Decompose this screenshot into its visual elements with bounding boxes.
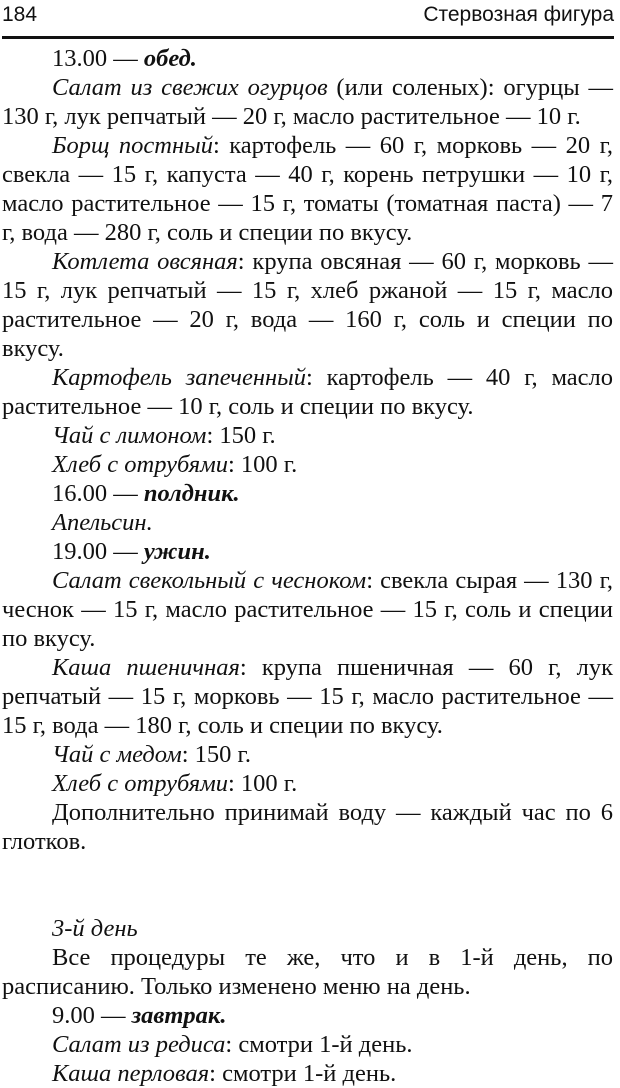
recipe-name: Борщ постный bbox=[52, 132, 213, 159]
recipe-ingredients: : свекла сырая — 130 г, чеснок — 15 г, масло растительное — 15 г, соль и специи по вкусу. bbox=[2, 567, 614, 652]
recipe-ingredients: : крупа овсяная — 60 г, морковь — 15 г, лук репчатый — 15 г, хлеб ржаной — 15 г, масло растительное — 20 г, вода — 160 г, соль и специи по вкусу. bbox=[2, 248, 613, 362]
recipe-name: Котлета овсяная bbox=[52, 248, 238, 275]
recipe-name: Хлеб с отрубями bbox=[52, 770, 228, 797]
meal-time-value: 19.00 bbox=[52, 538, 108, 565]
meal-time-lunch bbox=[2, 44, 613, 73]
recipe-name: Каша перловая bbox=[52, 1060, 210, 1087]
recipe-name: Чай с лимоном bbox=[52, 422, 207, 449]
recipe-bran-bread bbox=[2, 450, 613, 479]
recipe-barley-porridge bbox=[2, 1059, 613, 1088]
meal-label: полдник. bbox=[143, 480, 240, 507]
recipe-ingredients: : крупа пшеничная — 60 г, лук репчатый — 15 г, морковь — 15 г, масло растительное — 15 г, вода — 180 г, соль и специи по вкусу. bbox=[2, 654, 613, 739]
page-body bbox=[2, 44, 613, 1088]
recipe-radish-salad bbox=[2, 1030, 613, 1059]
recipe-name: Апельсин. bbox=[52, 509, 153, 536]
meal-label: обед. bbox=[143, 45, 197, 72]
day-description: Все процедуры те же, что и в 1-й день, по расписанию. Только изменено меню на день. bbox=[2, 944, 613, 1000]
meal-time-dinner bbox=[2, 537, 613, 566]
recipe-bran-bread-2 bbox=[2, 769, 613, 798]
recipe-wheat-porridge bbox=[2, 653, 613, 740]
recipe-name: Салат из редиса bbox=[52, 1031, 226, 1058]
meal-time-value: 13.00 bbox=[52, 45, 108, 72]
dash: — bbox=[94, 1002, 132, 1029]
recipe-oat-cutlet bbox=[2, 247, 613, 363]
meal-label: завтрак. bbox=[131, 1002, 227, 1029]
meal-time-breakfast bbox=[2, 1001, 613, 1030]
dash: — bbox=[107, 45, 144, 72]
dash: — bbox=[107, 538, 144, 565]
meal-label: ужин. bbox=[143, 538, 211, 565]
meal-time-value: 9.00 bbox=[52, 1002, 95, 1029]
recipe-name: Хлеб с отрубями bbox=[52, 451, 228, 478]
recipe-tea-honey bbox=[2, 740, 613, 769]
dash: — bbox=[107, 480, 144, 507]
section-gap bbox=[2, 856, 613, 914]
recipe-name: Салат свекольный с чесноком bbox=[52, 567, 367, 594]
recipe-ingredients: : 150 г. bbox=[181, 741, 251, 768]
water-instruction: Дополнительно принимай воду — каждый час по 6 глотков. bbox=[2, 799, 613, 855]
meal-time-value: 16.00 bbox=[52, 480, 108, 507]
recipe-name: Чай с медом bbox=[52, 741, 182, 768]
page-header bbox=[2, 0, 614, 39]
recipe-beet-salad bbox=[2, 566, 613, 653]
recipe-borscht bbox=[2, 131, 613, 247]
recipe-ingredients: : картофель — 40 г, масло растительное — 10 г, соль и специи по вкусу. bbox=[2, 364, 614, 420]
recipe-ingredients: : 150 г. bbox=[206, 422, 276, 449]
recipe-cucumber-salad bbox=[2, 73, 613, 131]
recipe-ingredients: : картофель — 60 г, морковь — 20 г, свекла — 15 г, капуста — 40 г, корень петрушки — 10 г, масло растительное — 15 г, томаты (томатная паста) — 7 г, вода — 280 г, соль и специи по вкусу. bbox=[2, 132, 613, 246]
recipe-ingredients: : смотри 1-й день. bbox=[209, 1060, 397, 1087]
recipe-ingredients: : 100 г. bbox=[228, 451, 298, 478]
page-number: 184 bbox=[2, 3, 38, 26]
recipe-baked-potato bbox=[2, 363, 613, 421]
recipe-orange bbox=[2, 508, 613, 537]
recipe-ingredients: : 100 г. bbox=[228, 770, 298, 797]
recipe-name: Картофель запеченный bbox=[52, 364, 307, 391]
recipe-name: Каша пшеничная bbox=[52, 654, 240, 681]
day-heading: 3-й день bbox=[52, 915, 138, 942]
recipe-tea-lemon bbox=[2, 421, 613, 450]
recipe-ingredients: (или соленых): огурцы — 130 г, лук репчатый — 20 г, масло растительное — 10 г. bbox=[2, 74, 613, 130]
recipe-ingredients: : смотри 1-й день. bbox=[225, 1031, 413, 1058]
recipe-name: Салат из свежих огурцов bbox=[52, 74, 328, 101]
meal-time-snack bbox=[2, 479, 613, 508]
running-title: Стервозная фигура bbox=[423, 3, 614, 26]
